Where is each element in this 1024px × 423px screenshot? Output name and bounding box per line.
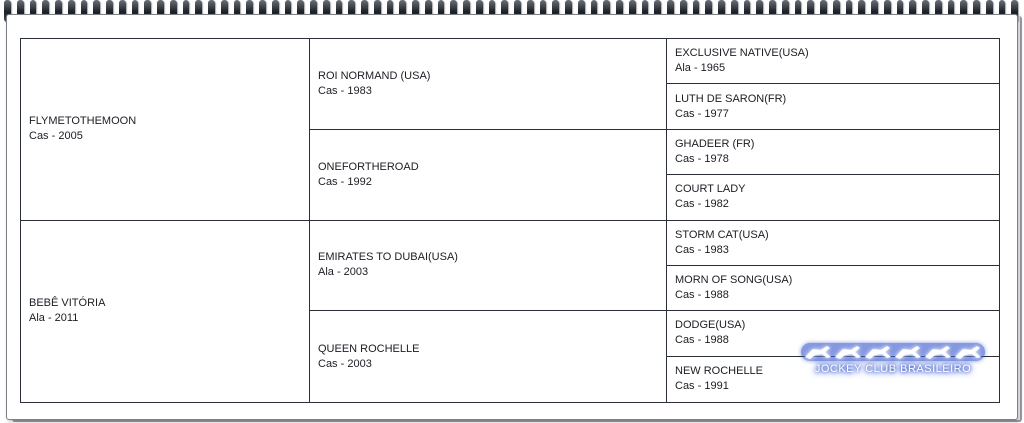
pedigree-gen2-3[interactable] [310,221,667,312]
horse-name: LUTH DE SARON(FR) [675,92,787,105]
horse-name: ONEFORTHEROAD [318,160,419,173]
horse-info: Cas - 1982 [675,198,729,211]
pedigree-gen3-1[interactable] [667,39,999,84]
logo-text: JOCKEY CLUB BRASILEIRO [814,363,972,375]
horse-name: BEBÊ VITÓRIA [29,297,106,310]
horse-info: Cas - 1991 [675,380,729,393]
horse-info: Ala - 2003 [318,266,369,279]
horse-info: Ala - 2011 [29,312,79,325]
horse-info: Cas - 1992 [318,175,372,188]
horse-info: Cas - 1988 [675,334,729,347]
jockey-club-logo [797,337,989,382]
horse-name: FLYMETOTHEMOON [29,115,137,128]
pedigree-gen2-4[interactable] [310,311,667,402]
horse-name: GHADEER (FR) [675,137,755,150]
horse-info: Cas - 2005 [29,130,83,143]
horse-info: Ala - 1965 [675,62,726,75]
horse-info: Cas - 1977 [675,107,729,120]
horse-name: EXCLUSIVE NATIVE(USA) [675,47,809,60]
horse-name: ROI NORMAND (USA) [318,69,431,82]
pedigree-gen2-2[interactable] [310,130,667,221]
horse-info: Cas - 1983 [675,243,729,256]
horse-name: QUEEN ROCHELLE [318,342,420,355]
horse-name: MORN OF SONG(USA) [675,274,793,287]
pedigree-gen3-6[interactable] [667,266,999,311]
horse-name: COURT LADY [675,183,746,196]
horse-name: DODGE(USA) [675,319,746,332]
pedigree-sire[interactable] [21,39,310,221]
pedigree-gen3-4[interactable] [667,175,999,220]
horse-name: EMIRATES TO DUBAI(USA) [318,251,458,264]
horse-info: Cas - 1988 [675,289,729,302]
horse-info: Cas - 1978 [675,152,729,165]
pedigree-gen3-5[interactable] [667,221,999,266]
horse-info: Cas - 1983 [318,84,372,97]
pedigree-gen2-1[interactable] [310,39,667,130]
pedigree-gen3-2[interactable] [667,84,999,129]
horse-name: STORM CAT(USA) [675,228,769,241]
horse-name: NEW ROCHELLE [675,365,764,378]
horse-info: Cas - 2003 [318,357,372,370]
racing-horses-icon [797,337,989,365]
pedigree-dam[interactable] [21,221,310,403]
pedigree-gen3-3[interactable] [667,130,999,175]
